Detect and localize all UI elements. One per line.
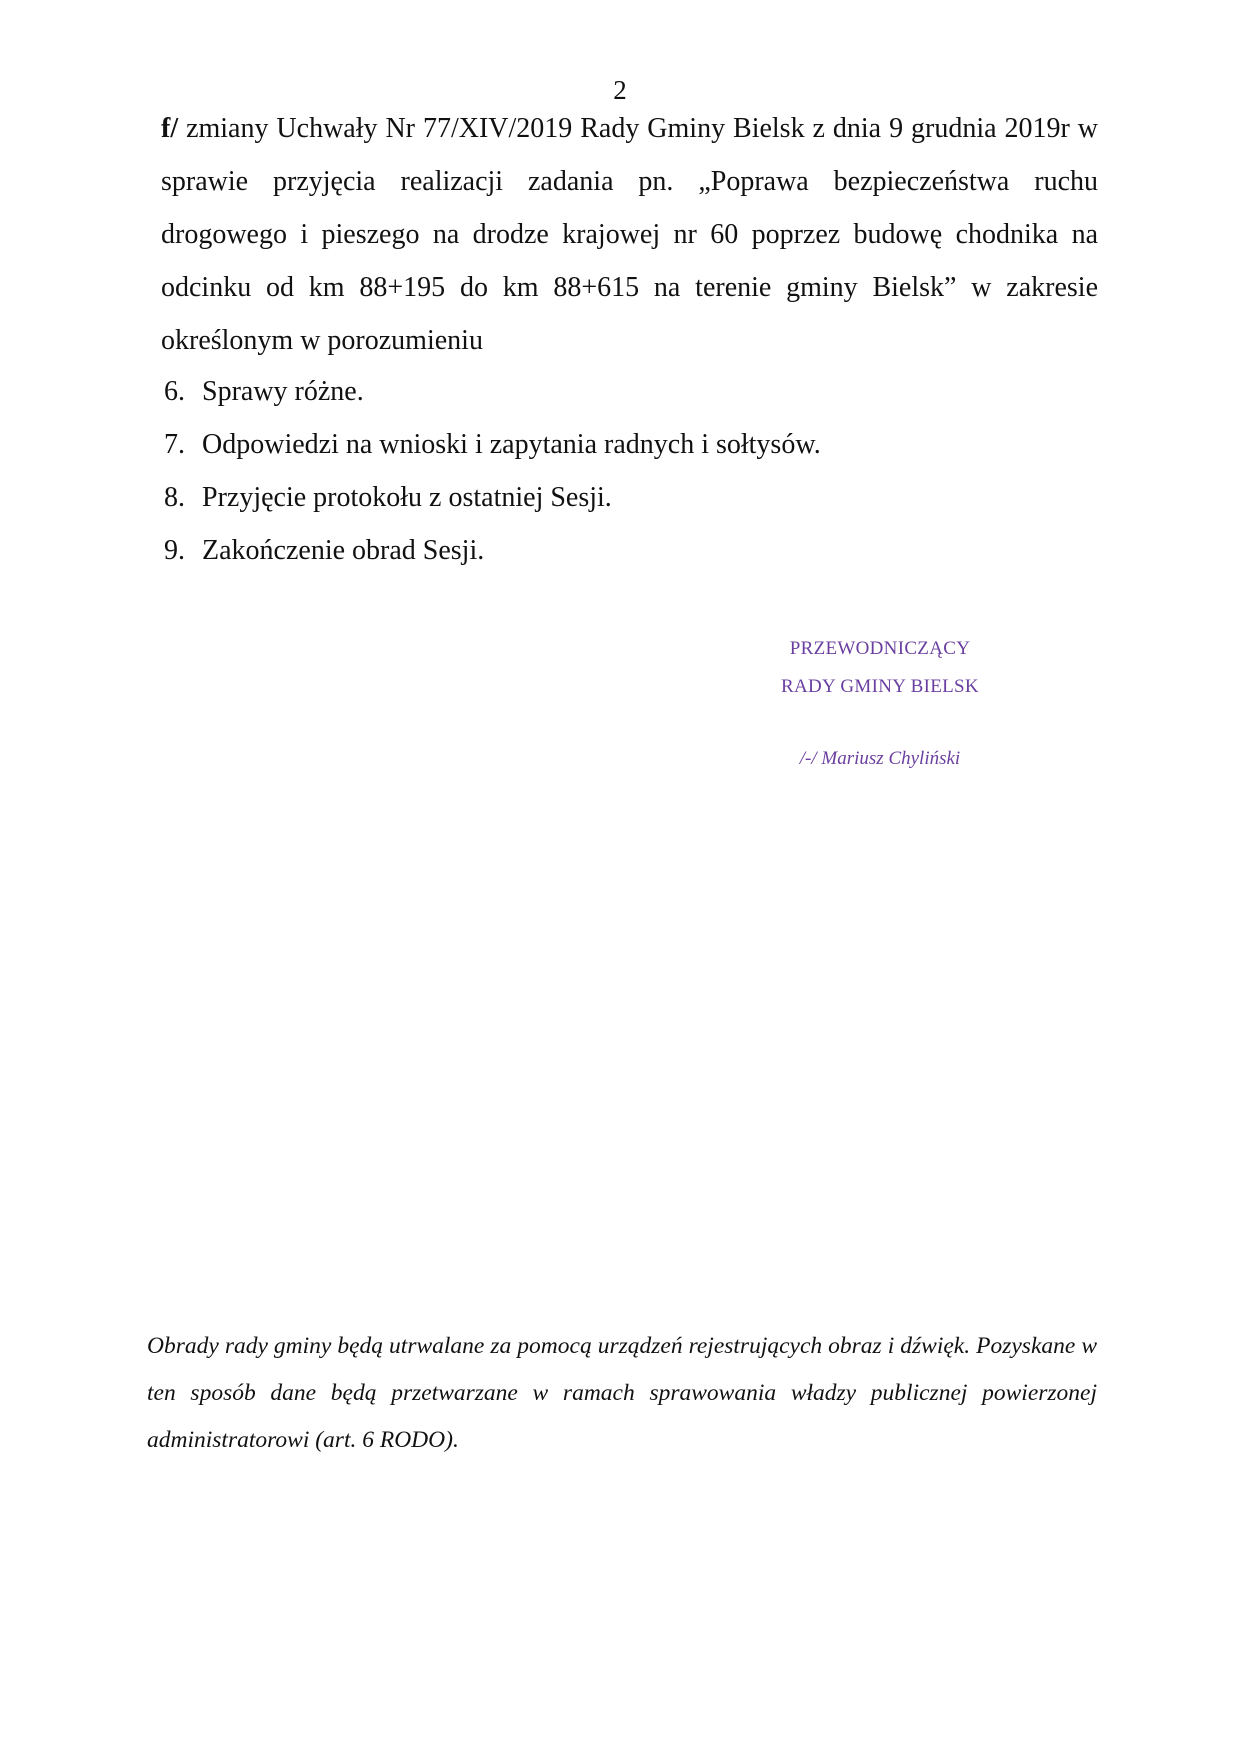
page-number: 2 [613,75,627,105]
agenda-item-number: 7. [164,429,185,460]
agenda-item-text: Odpowiedzi na wnioski i zapytania radnych i sołtysów. [202,429,821,460]
agenda-item [164,471,1094,524]
agenda-item [164,524,1094,577]
agenda-item [164,365,1094,418]
agenda-item-text: Przyjęcie protokołu z ostatniej Sesji. [202,482,612,513]
agenda-item-paragraph [161,102,1098,367]
signature-title-line2: RADY GMINY BIELSK [781,676,979,697]
paragraph-label: f/ [161,113,179,144]
signature-title-line1: PRZEWODNICZĄCY [789,638,971,659]
agenda-item-number: 8. [164,482,185,513]
agenda-list [164,365,1094,577]
signature-name: /-/ Mariusz Chyliński [799,748,961,769]
agenda-item-text: Zakończenie obrad Sesji. [202,535,485,566]
agenda-item [164,418,1094,471]
recording-notice: Obrady rady gminy będą utrwalane za pomocą urządzeń rejestrujących obraz i dźwięk. Pozyskane w ten sposób dane będą przetwarzane w ramach sprawowania władzy publicznej powierzonej administratorowi (art. 6 RODO). [147,1333,1097,1453]
paragraph-text: zmiany Uchwały Nr 77/XIV/2019 Rady Gminy Bielsk z dnia 9 grudnia 2019r w sprawie przyjęcia realizacji zadania pn. „Poprawa bezpieczeństwa ruchu drogowego i pieszego na drodze krajowej nr 60 poprzez budowę chodnika na odcinku od km 88+195 do km 88+615 na terenie gminy Bielsk” w zakresie określonym w porozumieniu [161,113,1098,356]
signature-block [740,630,1020,773]
agenda-item-text: Sprawy różne. [202,376,364,407]
agenda-item-number: 9. [164,535,185,566]
agenda-item-number: 6. [164,376,185,407]
